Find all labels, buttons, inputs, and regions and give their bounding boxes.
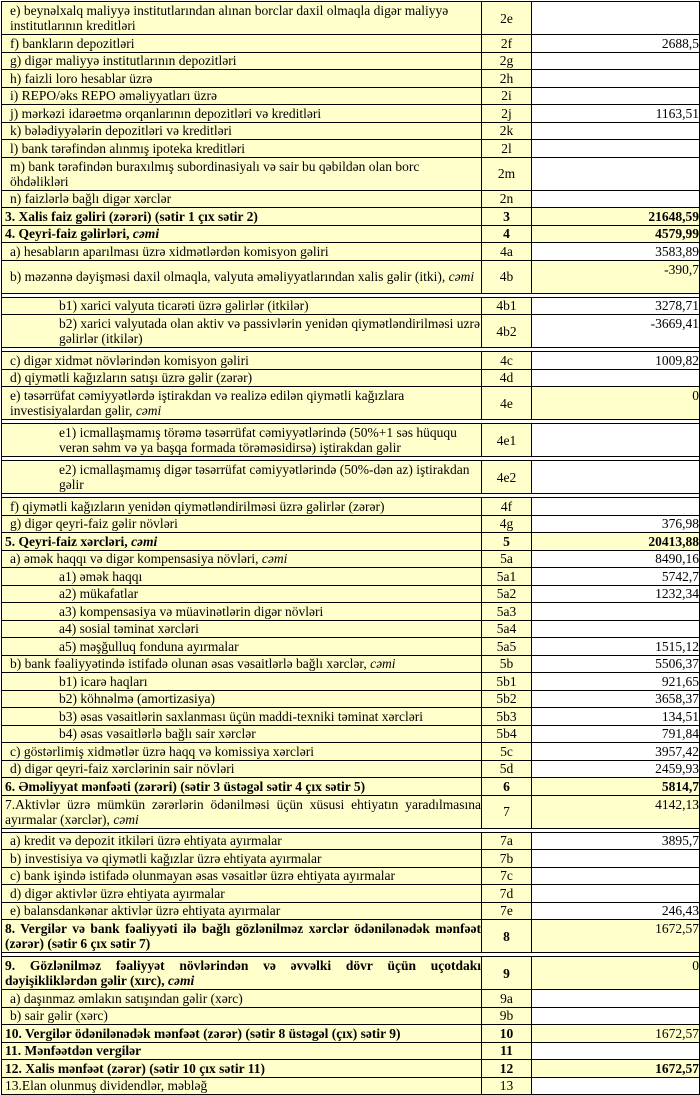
- row-value: [532, 461, 700, 494]
- row-label: 6. Əməliyyat mənfəəti (zərəri) (sətir 3 üstəgəl sətir 4 çıx sətir 5): [2, 778, 482, 796]
- row-label: k) bələdiyyələrin depozitləri və kreditləri: [2, 122, 482, 140]
- table-row-2g: [2, 52, 700, 70]
- row-label: b) bank fəaliyyətində istifadə olunan əsas vəsaitlərlə bağlı xərclər, cəmi: [2, 655, 482, 673]
- row-value: 3583,89: [532, 243, 700, 261]
- row-value: [532, 1077, 700, 1095]
- row-value: [532, 190, 700, 208]
- row-code: 2f: [482, 35, 532, 53]
- row-code: 4e: [482, 387, 532, 420]
- table-row-9a: [2, 990, 700, 1008]
- table-row-6: [2, 778, 700, 796]
- row-label: 8. Vergilər və bank fəaliyyəti ilə bağlı gözlənilməz xərclər ödənilənədək mənfəət (zərər) (sətir 6 çıx sətir 7): [2, 920, 482, 953]
- row-label: e) təsərrüfat cəmiyyətlərdə iştirakdan və realizə edilən qiymətli kağızlara investisiyalardan gəlir, cəmi: [2, 387, 482, 420]
- table-row-2h: [2, 70, 700, 88]
- table-row-2k: [2, 122, 700, 140]
- table-row-4: [2, 225, 700, 243]
- row-value: [532, 70, 700, 88]
- table-row-2l: [2, 140, 700, 158]
- row-code: 5b3: [482, 708, 532, 726]
- row-label-italic-suffix: cəmi: [370, 656, 396, 672]
- table-row-5b4: [2, 725, 700, 743]
- row-code: 5a1: [482, 568, 532, 586]
- row-value: 21648,59: [532, 208, 700, 226]
- row-label: d) digər aktivlər üzrə ehtiyata ayırmalar: [2, 885, 482, 903]
- row-label: g) digər qeyri-faiz gəlir növləri: [2, 515, 482, 533]
- row-value: 134,51: [532, 708, 700, 726]
- table-row-4b1: [2, 297, 700, 315]
- row-value: [532, 369, 700, 387]
- row-label: b3) əsas vəsaitlərin saxlanması üçün maddi-texniki təminat xərcləri: [2, 708, 482, 726]
- row-code: 7a: [482, 832, 532, 850]
- table-row-7d: [2, 885, 700, 903]
- table-row-2j: [2, 105, 700, 123]
- row-code: 2l: [482, 140, 532, 158]
- row-value: [532, 990, 700, 1008]
- row-value: 246,43: [532, 902, 700, 920]
- row-label: h) faizli loro hesablar üzrə: [2, 70, 482, 88]
- row-value: 1232,34: [532, 585, 700, 603]
- row-code: 2h: [482, 70, 532, 88]
- table-row-4b: [2, 260, 700, 293]
- row-code: 7c: [482, 867, 532, 885]
- row-code: 4e1: [482, 424, 532, 457]
- row-value: [532, 2, 700, 35]
- row-value: 2688,5: [532, 35, 700, 53]
- row-code: 5a2: [482, 585, 532, 603]
- row-code: 6: [482, 778, 532, 796]
- row-value: [532, 867, 700, 885]
- row-code: 2j: [482, 105, 532, 123]
- row-code: 9: [482, 957, 532, 990]
- row-label: a4) sosial təminat xərcləri: [2, 620, 482, 638]
- row-label: b1) xarici valyuta ticarəti üzrə gəlirlər (itkilər): [2, 297, 482, 315]
- row-code: 3: [482, 208, 532, 226]
- row-label: b2) xarici valyutada olan aktiv və passivlərin yenidən qiymətləndirilməsi uzrə gəlirlər (itkilər): [2, 315, 482, 348]
- row-value: 921,65: [532, 673, 700, 691]
- row-value: 8490,16: [532, 550, 700, 568]
- row-value: 791,84: [532, 725, 700, 743]
- table-row-7b: [2, 850, 700, 868]
- row-label: d) qiymətli kağızların satışı üzrə gəlir (zərər): [2, 369, 482, 387]
- table-row-5a: [2, 550, 700, 568]
- row-label: a3) kompensasiya və müavinətlərin digər növləri: [2, 603, 482, 621]
- row-value: 2459,93: [532, 760, 700, 778]
- row-code: 5a3: [482, 603, 532, 621]
- row-value: 1672,57: [532, 1060, 700, 1078]
- row-label: b) sair gəlir (xərc): [2, 1007, 482, 1025]
- row-value: -390,7: [532, 260, 700, 293]
- row-label-italic-suffix: cəmi: [168, 973, 195, 988]
- row-label: l) bank tərəfindən alınmış ipoteka kreditləri: [2, 140, 482, 158]
- row-value: 1009,82: [532, 352, 700, 370]
- row-label: 4. Qeyri-faiz gəlirləri, cəmi: [2, 225, 482, 243]
- table-row-4d: [2, 369, 700, 387]
- row-value: 4579,99: [532, 225, 700, 243]
- row-code: 5a: [482, 550, 532, 568]
- row-label-italic-suffix: cəmi: [448, 269, 475, 284]
- row-label: 5. Qeyri-faiz xərcləri, cəmi: [2, 533, 482, 551]
- row-code: 7d: [482, 885, 532, 903]
- row-value: 4142,13: [532, 795, 700, 828]
- row-value: 1163,51: [532, 105, 700, 123]
- row-code: 10: [482, 1025, 532, 1043]
- row-label: 9. Gözlənilməz fəaliyyət növlərindən və əvvəlki dövr üçün uçotdakı dəyişikliklərdən gəlir (xırc), cəmi: [2, 957, 482, 990]
- income-statement-body: [2, 2, 700, 1095]
- row-value: [532, 52, 700, 70]
- row-label: 11. Mənfəətdən vergilər: [2, 1042, 482, 1060]
- table-row-2f: [2, 35, 700, 53]
- row-code: 5a4: [482, 620, 532, 638]
- row-code: 9b: [482, 1007, 532, 1025]
- table-row-7: [2, 795, 700, 828]
- row-code: 11: [482, 1042, 532, 1060]
- row-code: 4d: [482, 369, 532, 387]
- table-row-5a1: [2, 568, 700, 586]
- row-label: m) bank tərəfindən buraxılmış subordinasiyalı və sair bu qəbildən olan borc öhdəlikləri: [2, 157, 482, 190]
- row-code: 2i: [482, 87, 532, 105]
- row-code: 5: [482, 533, 532, 551]
- row-code: 2n: [482, 190, 532, 208]
- table-row-12: [2, 1060, 700, 1078]
- row-code: 5c: [482, 743, 532, 761]
- row-code: 2m: [482, 157, 532, 190]
- row-value: 5814,7: [532, 778, 700, 796]
- row-value: 1672,57: [532, 1025, 700, 1043]
- row-code: 12: [482, 1060, 532, 1078]
- row-label: n) faizlərlə bağlı digər xərclər: [2, 190, 482, 208]
- table-row-5d: [2, 760, 700, 778]
- row-label: 10. Vergilər ödənilənədək mənfəət (zərər) (sətir 8 üstəgəl (çıx) sətir 9): [2, 1025, 482, 1043]
- table-row-7c: [2, 867, 700, 885]
- row-value: [532, 122, 700, 140]
- row-code: 4e2: [482, 461, 532, 494]
- row-label-italic-suffix: cəmi: [261, 551, 288, 567]
- row-code: 13: [482, 1077, 532, 1095]
- row-label-italic-suffix: cəmi: [113, 811, 139, 827]
- row-label: 12. Xalis mənfəət (zərər) (sətir 10 çıx sətir 11): [2, 1060, 482, 1078]
- table-row-4e1: [2, 424, 700, 457]
- row-value: [532, 498, 700, 516]
- row-code: 5b2: [482, 690, 532, 708]
- row-label: c) göstərlimiş xidmətlər üzrə haqq və komissiya xərcləri: [2, 743, 482, 761]
- row-label: f) bankların depozitləri: [2, 35, 482, 53]
- table-row-9b: [2, 1007, 700, 1025]
- row-label: a) daşınmaz əmlakın satışından gəlir (xərc): [2, 990, 482, 1008]
- row-label: b) məzənnə dəyişməsi daxil olmaqla, valyuta əməliyyatlarından xalis gəlir (itki), cəmi: [2, 260, 482, 293]
- income-statement-page: [0, 1, 700, 1094]
- row-value: -3669,41: [532, 315, 700, 348]
- row-label: b) investisiya və qiymətli kağızlar üzrə ehtiyata ayırmalar: [2, 850, 482, 868]
- row-value: 0: [532, 387, 700, 420]
- row-value: 0: [532, 957, 700, 990]
- table-row-13: [2, 1077, 700, 1095]
- table-row-4b2: [2, 315, 700, 348]
- table-row-7e: [2, 902, 700, 920]
- row-label: a) hesabların aparılması üzrə xidmətlərdən komisyon gəliri: [2, 243, 482, 261]
- row-code: 5d: [482, 760, 532, 778]
- row-value: [532, 1007, 700, 1025]
- row-label: a) kredit və depozit itkiləri üzrə ehtiyata ayırmalar: [2, 832, 482, 850]
- row-label: j) mərkəzi idarəetmə orqanlarının depozitləri və kreditləri: [2, 105, 482, 123]
- row-label-italic-suffix: cəmi: [135, 403, 162, 418]
- row-label: d) digər qeyri-faiz xərclərinin sair növləri: [2, 760, 482, 778]
- row-value: [532, 620, 700, 638]
- row-label: 13.Elan olunmuş dividendlər, məbləğ: [2, 1077, 482, 1095]
- table-row-4c: [2, 352, 700, 370]
- row-value: 5506,37: [532, 655, 700, 673]
- table-row-5b3: [2, 708, 700, 726]
- table-row-4g: [2, 515, 700, 533]
- table-row-9: [2, 957, 700, 990]
- row-code: 5a5: [482, 638, 532, 656]
- row-code: 4b1: [482, 297, 532, 315]
- row-label: g) digər maliyyə institutlarının depozitləri: [2, 52, 482, 70]
- row-label: c) digər xidmət növlərindən komisyon gəliri: [2, 352, 482, 370]
- row-value: [532, 603, 700, 621]
- row-label-italic-suffix: cəmi: [132, 226, 160, 242]
- table-row-4a: [2, 243, 700, 261]
- row-label: 3. Xalis faiz gəliri (zərəri) (sətir 1 çıx sətir 2): [2, 208, 482, 226]
- row-code: 5b4: [482, 725, 532, 743]
- table-row-7a: [2, 832, 700, 850]
- row-code: 4: [482, 225, 532, 243]
- table-row-2n: [2, 190, 700, 208]
- table-row-10: [2, 1025, 700, 1043]
- row-label: b4) əsas vəsaitlərlə bağlı sair xərclər: [2, 725, 482, 743]
- row-label: f) qiymətli kağızların yenidən qiymətləndirilməsi üzrə gəlirlər (zərər): [2, 498, 482, 516]
- row-code: 4b2: [482, 315, 532, 348]
- row-value: 20413,88: [532, 533, 700, 551]
- row-value: 3658,37: [532, 690, 700, 708]
- table-row-2m: [2, 157, 700, 190]
- income-statement-table: [1, 1, 700, 1095]
- row-value: [532, 424, 700, 457]
- row-label: a) əmək haqqı və digər kompensasiya növləri, cəmi: [2, 550, 482, 568]
- row-label: a2) mükafatlar: [2, 585, 482, 603]
- row-code: 2g: [482, 52, 532, 70]
- row-value: [532, 885, 700, 903]
- row-code: 7: [482, 795, 532, 828]
- table-row-5: [2, 533, 700, 551]
- row-code: 5b1: [482, 673, 532, 691]
- row-value: 3957,42: [532, 743, 700, 761]
- row-code: 7b: [482, 850, 532, 868]
- row-label-italic-suffix: cəmi: [131, 533, 158, 549]
- table-row-5a2: [2, 585, 700, 603]
- table-row-5a4: [2, 620, 700, 638]
- row-label: a5) məşğulluq fonduna ayırmalar: [2, 638, 482, 656]
- row-value: [532, 140, 700, 158]
- table-row-5c: [2, 743, 700, 761]
- row-value: 1672,57: [532, 920, 700, 953]
- row-label: i) REPO/əks REPO əməliyyatları üzrə: [2, 87, 482, 105]
- row-label: b2) köhnəlmə (amortizasiya): [2, 690, 482, 708]
- table-row-2e: [2, 2, 700, 35]
- row-label: e) beynəlxalq maliyyə institutlarından alınan borclar daxil olmaqla digər maliyyə institutlarının kreditləri: [2, 2, 482, 35]
- table-row-5b2: [2, 690, 700, 708]
- row-code: 8: [482, 920, 532, 953]
- row-value: 1515,12: [532, 638, 700, 656]
- table-row-2i: [2, 87, 700, 105]
- table-row-4e: [2, 387, 700, 420]
- table-row-4f: [2, 498, 700, 516]
- row-label: c) bank işində istifadə olunmayan əsas vəsaitlər üzrə ehtiyata ayırmalar: [2, 867, 482, 885]
- table-row-5b: [2, 655, 700, 673]
- row-label: e1) icmallaşmamış törəmə təsərrüfat cəmiyyətlərində (50%+1 səs hüququ verən səhm və ya başqa formada törəməsidirsə) iştirakdan gəlir: [2, 424, 482, 457]
- table-row-4e2: [2, 461, 700, 494]
- row-code: 9a: [482, 990, 532, 1008]
- row-label: e2) icmallaşmamış digər təsərrüfat cəmiyyətlərində (50%-dən az) iştirakdan gəlir: [2, 461, 482, 494]
- row-code: 7e: [482, 902, 532, 920]
- row-code: 4g: [482, 515, 532, 533]
- row-value: [532, 157, 700, 190]
- row-value: 5742,7: [532, 568, 700, 586]
- row-label: e) balansdankənar aktivlər üzrə ehtiyata ayırmalar: [2, 902, 482, 920]
- table-row-11: [2, 1042, 700, 1060]
- row-code: 2k: [482, 122, 532, 140]
- row-code: 4f: [482, 498, 532, 516]
- row-label: 7.Aktivlər üzrə mümkün zərərlərin ödənilməsi üçün xüsusi ehtiyatın yaradılmasına ayırmalar (xərclər), cəmi: [2, 795, 482, 828]
- table-row-5a3: [2, 603, 700, 621]
- row-label: a1) əmək haqqı: [2, 568, 482, 586]
- row-code: 5b: [482, 655, 532, 673]
- row-value: 3895,7: [532, 832, 700, 850]
- row-code: 4b: [482, 260, 532, 293]
- row-code: 2e: [482, 2, 532, 35]
- row-code: 4a: [482, 243, 532, 261]
- row-value: [532, 87, 700, 105]
- table-row-3: [2, 208, 700, 226]
- row-code: 4c: [482, 352, 532, 370]
- table-row-5b1: [2, 673, 700, 691]
- row-label: b1) icarə haqları: [2, 673, 482, 691]
- row-value: 376,98: [532, 515, 700, 533]
- table-row-5a5: [2, 638, 700, 656]
- table-row-8: [2, 920, 700, 953]
- row-value: [532, 1042, 700, 1060]
- row-value: 3278,71: [532, 297, 700, 315]
- row-value: [532, 850, 700, 868]
